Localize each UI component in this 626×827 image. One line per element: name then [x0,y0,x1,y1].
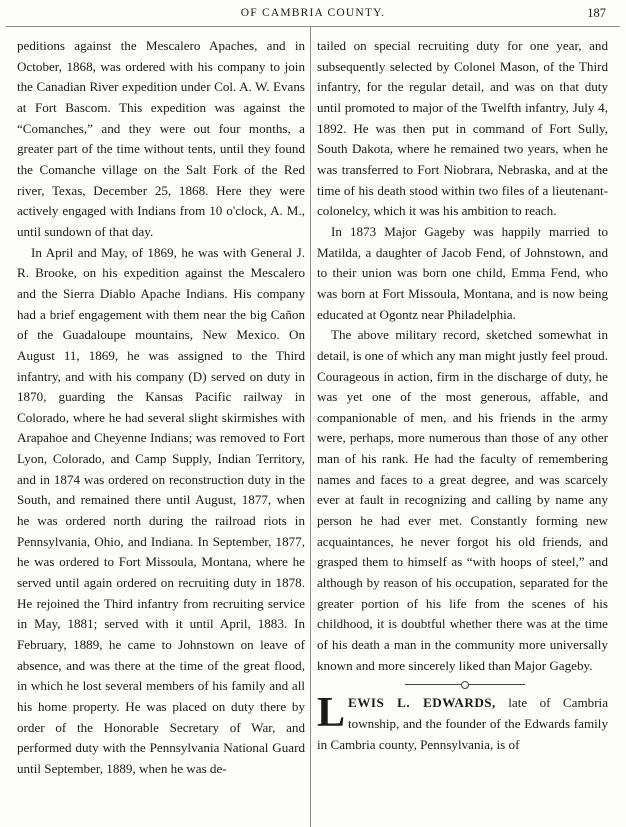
header-rule [6,26,620,27]
paragraph: The above military record, sketched somewhat in detail, is one of which any man might justly feel proud. Courageous in action, firm in the discharge of duty, he was yet one of the most generous, affable, and companionable of men, and his friends in the army were, perhaps, more numerous than those of any other man of his rank. He had the faculty of remembering names and faces to a great degree, and was scarcely ever at fault in recognizing and calling by name any person he had ever met. Constantly forming new acquaintances, he never forgot his old friends, and grasped them to himself as “with hoops of steel,” and although by reason of his occupation, separated for the greater portion of his life from the scenes of his childhood, it is doubtful whether there was at the time of his death a man in the community more universally known and more sincerely liked than Major Gageby. [317,327,608,673]
section-divider [317,679,608,691]
left-column [17,36,305,780]
drop-cap: L [317,690,346,737]
entry-name: EWIS L. EDWARDS, [348,695,496,711]
right-column [317,36,608,755]
paragraph: tailed on special recruiting duty for one year, and subsequently selected by Colonel Mason, of the Third infantry, for the regular detail, and was on that duty until promoted to major of the Twelfth infantry, July 4, 1892. He was then put in command of Fort Sully, South Dakota, where he remained two years, when he was transferred to Fort Niobrara, Nebraska, and at the time of his death stood within two files of a lieutenant-colonelcy, which it was his ambition to reach. [317,38,608,219]
divider-ornament [461,681,469,689]
column-divider [310,26,311,827]
paragraph: peditions against the Mescalero Apaches, and in October, 1868, was ordered with his company to join the Canadian River expedition under Col. A. W. Evans at Fort Bascom. This expedition was against the “Comanches,” and they were out four months, a greater part of the time without tents, until they found the Comanche village on the Salt Fork of the Red river, Texas, December 25, 1868. Here they were actively engaged with Indians from 10 o'clock, A. M., until sundown of that day. [17,38,305,239]
page-number: 187 [587,6,606,20]
paragraph: In 1873 Major Gageby was happily married to Matilda, a daughter of Jacob Fend, of Johnstown, and to their union was born one child, Emma Fend, who was born at Fort Missoula, Montana, and is now being educated at Ogontz near Philadelphia. [317,223,608,322]
running-head [0,7,626,25]
biography-entry [317,690,609,755]
running-title: OF CAMBRIA COUNTY. [240,7,386,19]
paragraph: In April and May, of 1869, he was with General J. R. Brooke, on his expedition against the Mescalero and the Sierra Diablo Apache Indians. His company had a brief engagement with them near the big Cañon of the Guadaloupe mountains, New Mexico. On August 11, 1869, he was assigned to the Third infantry, and with his company (D) served on duty in 1870, guarding the Kansas Pacific railway in Colorado, where he had several slight skirmishes with Arapahoe and Cheyenne Indians; was removed to Fort Lyon, Colorado, and Camp Supply, Indian Territory, and in 1874 was ordered on reconstruction duty in the South, and remained there until August, 1877, when he was ordered north during the railroad riots in Pennsylvania, Ohio, and Indiana. In September, 1877, he was ordered to Fort Missoula, Montana, where he served until again ordered on recruiting duty in 1878. He rejoined the Third infantry from recruiting service in May, 1881; served with it until April, 1883. In February, 1889, he came to Johnstown on leave of absence, and was there at the time of the great flood, in which he lost several members of his family and all his home property. He was placed on duty there by order of the Honorable Secretary of War, and performed duty with the Pennsylvania National Guard until September, 1889, when he was de- [17,244,305,776]
entry-text: late of Cambria township, and the founder of the Edwards family in Cambria county, Pennsylvania, is of [317,695,609,752]
